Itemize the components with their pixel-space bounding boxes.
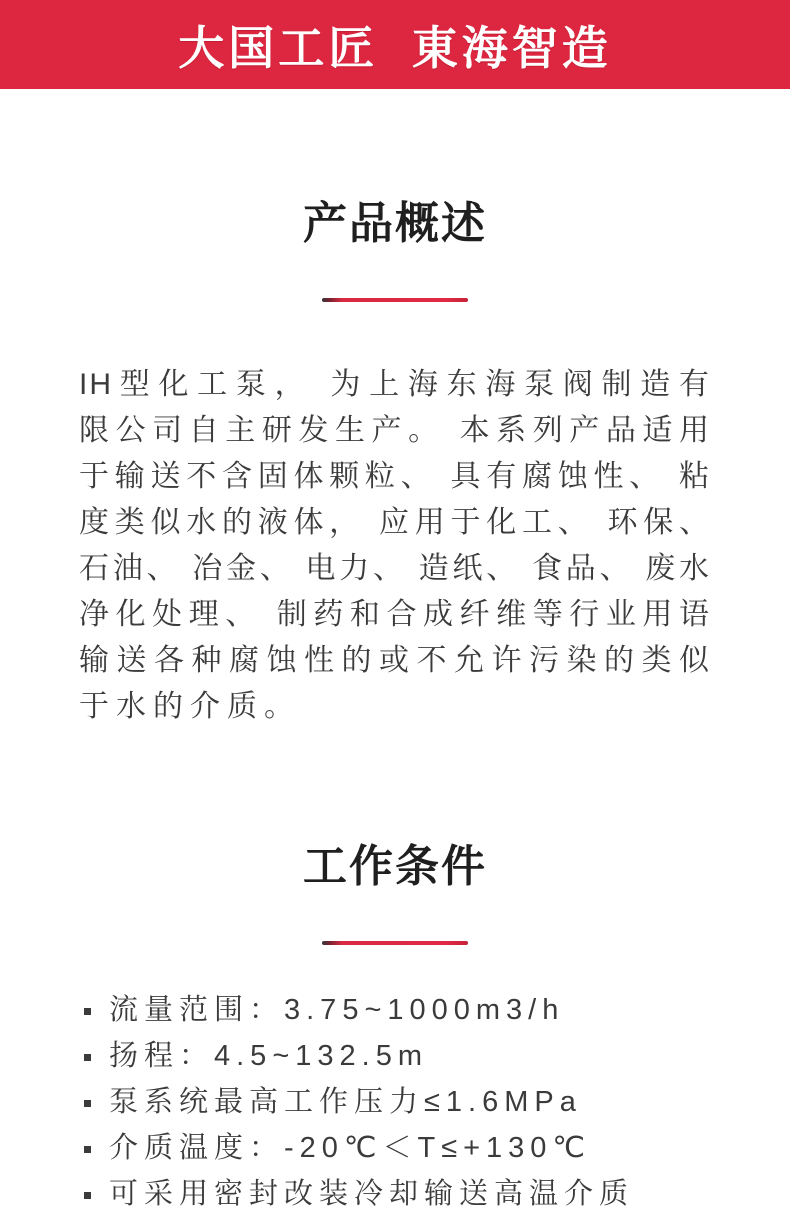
brand-banner-title: 大国工匠 東海智造 bbox=[178, 21, 612, 74]
paragraph-line: IH型化工泵， 为上海东海泵阀制造有 bbox=[79, 368, 711, 402]
square-bullet-icon bbox=[84, 1008, 91, 1015]
square-bullet-icon bbox=[84, 1100, 91, 1107]
square-bullet-icon bbox=[84, 1192, 91, 1199]
condition-item bbox=[84, 1041, 750, 1072]
condition-text: 可采用密封改装冷却输送高温介质 bbox=[109, 1178, 635, 1210]
conditions-heading bbox=[0, 804, 790, 945]
conditions-list bbox=[84, 995, 750, 1210]
overview-title: 产品概述 bbox=[303, 198, 487, 248]
red-underline bbox=[322, 941, 468, 945]
square-bullet-icon bbox=[84, 1146, 91, 1153]
condition-item bbox=[84, 1087, 750, 1118]
condition-text: 介质温度：-20℃＜T≤+130℃ bbox=[109, 1132, 592, 1165]
paragraph-line: 输送各种腐蚀性的或不允许污染的类似 bbox=[79, 644, 711, 678]
condition-text: 流量范围：3.75~1000m3/h bbox=[109, 994, 565, 1027]
red-underline bbox=[322, 298, 468, 302]
paragraph-line: 限公司自主研发生产。 本系列产品适用 bbox=[79, 414, 711, 448]
condition-item bbox=[84, 995, 750, 1026]
section-working-conditions bbox=[0, 804, 790, 1210]
section-product-overview bbox=[0, 161, 790, 730]
paragraph-line: 度类似水的液体， 应用于化工、 环保、 bbox=[79, 506, 711, 540]
square-bullet-icon bbox=[84, 1054, 91, 1061]
paragraph-line: 于水的介质。 bbox=[79, 690, 301, 724]
product-overview-paragraph bbox=[79, 362, 711, 730]
condition-item bbox=[84, 1133, 750, 1164]
paragraph-line: 石油、 冶金、 电力、 造纸、 食品、 废水 bbox=[79, 552, 711, 586]
condition-text: 扬程：4.5~132.5m bbox=[109, 1040, 428, 1073]
condition-item bbox=[84, 1179, 750, 1210]
paragraph-line: 于输送不含固体颗粒、 具有腐蚀性、 粘 bbox=[79, 460, 711, 494]
paragraph-line: 净化处理、 制药和合成纤维等行业用语 bbox=[79, 598, 711, 632]
conditions-title: 工作条件 bbox=[303, 841, 487, 891]
brand-banner bbox=[0, 0, 790, 89]
condition-text: 泵系统最高工作压力≤1.6MPa bbox=[109, 1086, 582, 1119]
overview-heading bbox=[0, 161, 790, 302]
